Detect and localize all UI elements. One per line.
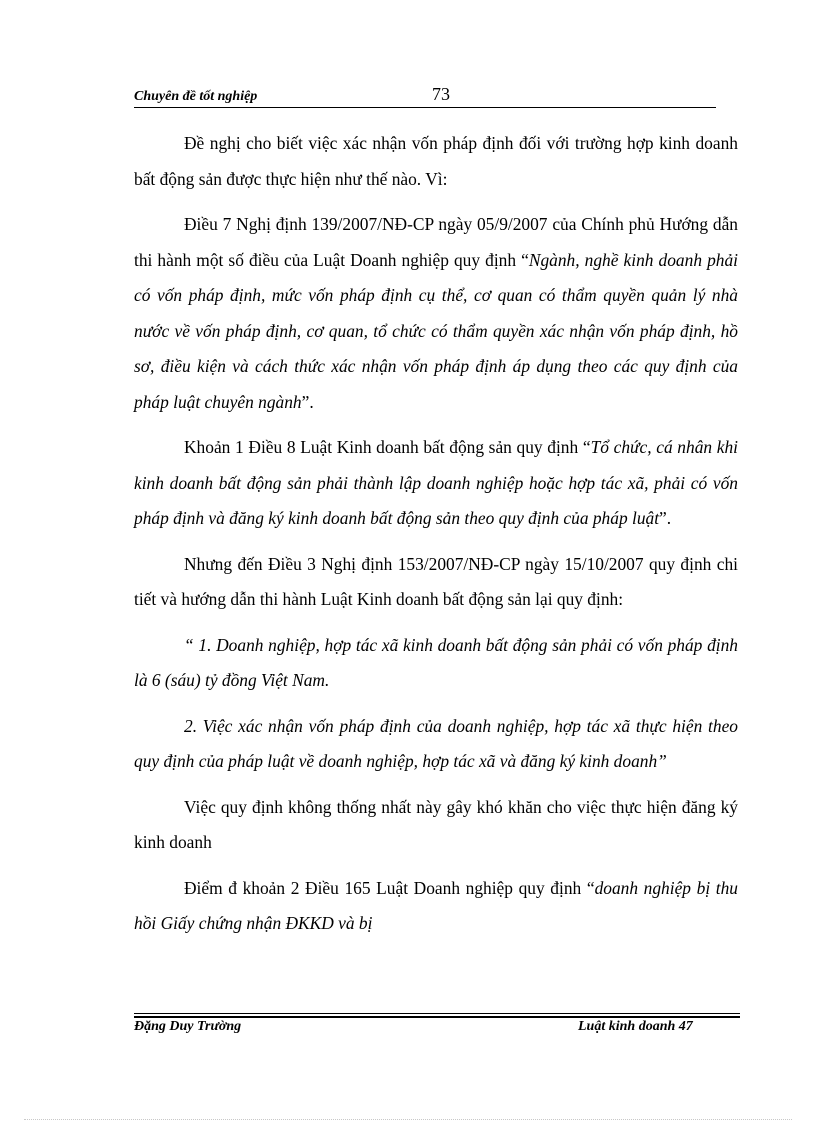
page-header bbox=[134, 86, 716, 108]
paragraph-3-end: ”. bbox=[659, 508, 672, 528]
paragraph-3-quote: Tổ chức, cá nhân khi kinh doanh bất động sản phải thành lập doanh nghiệp hoặc hợp tác xã, phải có vốn pháp định và đăng ký kinh doanh bất động sản theo quy định của pháp luật bbox=[134, 437, 738, 528]
page-edge-divider bbox=[24, 1119, 792, 1120]
document-body bbox=[134, 126, 738, 942]
page-number: 73 bbox=[432, 84, 450, 104]
paragraph-3 bbox=[134, 430, 738, 537]
footer-course: Luật kinh doanh 47 bbox=[578, 1019, 693, 1034]
paragraph-8 bbox=[134, 871, 738, 942]
paragraph-5: “ 1. Doanh nghiệp, hợp tác xã kinh doanh bất động sản phải có vốn pháp định là 6 (sáu) tỷ đồng Việt Nam. bbox=[134, 634, 738, 690]
paragraph-2-end: ”. bbox=[301, 391, 314, 412]
header-title: Chuyên đề tốt nghiệp bbox=[134, 89, 258, 104]
paragraph-4: Nhưng đến Điều 3 Nghị định 153/2007/NĐ-CP ngày 15/10/2007 quy định chi tiết và hướng dẫn thi hành Luật Kinh doanh bất động sản lại quy định: bbox=[134, 553, 738, 609]
paragraph-6: 2. Việc xác nhận vốn pháp định của doanh nghiệp, hợp tác xã thực hiện theo quy định của pháp luật về doanh nghiệp, hợp tác xã và đăng ký kinh doanh” bbox=[134, 715, 738, 771]
footer-divider-thick bbox=[134, 1016, 740, 1018]
footer-divider bbox=[134, 1013, 740, 1014]
paragraph-8-quote: doanh nghiệp bị thu hồi Giấy chứng nhận ĐKKD và bị bbox=[134, 877, 738, 933]
footer-author: Đặng Duy Trường bbox=[134, 1019, 242, 1034]
paragraph-8-text: Điểm đ khoản 2 Điều 165 Luật Doanh nghiệp quy định “ bbox=[184, 877, 595, 898]
paragraph-1: Đề nghị cho biết việc xác nhận vốn pháp định đối với trường hợp kinh doanh bất động sản được thực hiện như thế nào. Vì: bbox=[134, 133, 738, 189]
paragraph-2 bbox=[134, 207, 738, 420]
paragraph-7: Việc quy định không thống nhất này gây khó khăn cho việc thực hiện đăng ký kinh doanh bbox=[134, 796, 738, 852]
paragraph-2-text: Điều 7 Nghị định 139/2007/NĐ-CP ngày 05/9/2007 của Chính phủ Hướng dẫn thi hành một số điều của Luật Doanh nghiệp quy định “ bbox=[134, 214, 738, 270]
paragraph-3-text: Khoản 1 Điều 8 Luật Kinh doanh bất động sản quy định “ bbox=[184, 437, 591, 457]
paragraph-2-quote: Ngành, nghề kinh doanh phải có vốn pháp định, mức vốn pháp định cụ thể, cơ quan có thẩm quyền quản lý nhà nước về vốn pháp định, cơ quan, tổ chức có thẩm quyền xác nhận vốn pháp định, hồ sơ, điều kiện và cách thức xác nhận vốn pháp định áp dụng theo các quy định của pháp luật chuyên ngành bbox=[134, 249, 738, 412]
